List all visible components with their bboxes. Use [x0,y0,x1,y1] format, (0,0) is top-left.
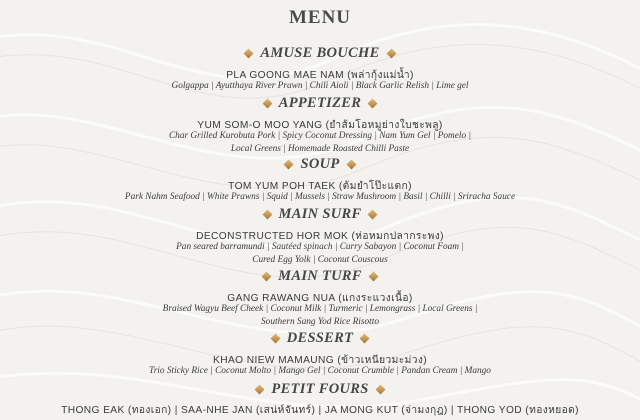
dish-description: Char Grilled Kurobuta Pork | Spicy Coconut Dressing | Nam Yum Gel | Pomelo | [168,131,472,141]
section-heading [0,329,640,347]
diamond-ornament-icon [368,271,378,281]
section-soup [0,155,640,204]
section-heading-label: SOUP [300,155,340,172]
section-amuse-bouche [0,44,640,93]
dish-description: Southern Sang Yod Rice Risotto [261,317,379,327]
section-heading [0,267,640,285]
dish-name: GANG RAWANG NUA (แกงระแวงเนื้อ) [227,293,413,304]
dish-name: TOM YUM POH TAEK (ต้มยำโป๊ะแตก) [228,181,412,192]
section-heading-label: PETIT FOURS [271,380,369,397]
section-heading-label: APPETIZER [278,94,362,111]
dish-name: YUM SOM-O MOO YANG (ยำส้มโอหมูย่างใบชะพลู) [197,120,443,131]
section-main-turf [0,267,640,329]
dish-description: Local Greens | Homemade Roasted Chilli Paste [230,144,410,154]
diamond-ornament-icon [244,48,254,58]
section-petit-fours [0,380,640,398]
section-main-surf [0,205,640,267]
section-dessert [0,329,640,378]
diamond-ornament-icon [368,209,378,219]
diamond-ornament-icon [386,48,396,58]
dish-description: Trio Sticky Rice | Coconut Molto | Mango Gel | Coconut Crumble | Pandan Cream | Mango [149,366,491,376]
section-appetizer [0,94,640,156]
dish-description: Pan seared barramundi | Sautéed spinach | Curry Sabayon | Coconut Foam | [176,242,464,252]
diamond-ornament-icon [375,384,385,394]
section-heading-label: MAIN SURF [278,205,362,222]
diamond-ornament-icon [368,98,378,108]
dish-name: PLA GOONG MAE NAM (พล่ากุ้งแม่น้ำ) [226,70,414,81]
dish-description: Cured Egg Yolk | Coconut Couscous [252,255,388,265]
section-heading [0,205,640,223]
section-heading-label: AMUSE BOUCHE [260,44,380,61]
section-heading-label: DESSERT [286,329,354,346]
section-heading [0,380,640,398]
diamond-ornament-icon [270,333,280,343]
section-heading-label: MAIN TURF [278,267,362,284]
dish-description: Golgappa | Ayutthaya River Prawn | Chili Aioli | Black Garlic Relish | Lime gel [171,81,469,91]
dish-name: KHAO NIEW MAMAUNG (ข้าวเหนียวมะม่วง) [213,355,427,366]
dish-name: DECONSTRUCTED HOR MOK (ห่อหมกปลากระพง) [196,231,444,242]
diamond-ornament-icon [262,209,272,219]
dish-description: Park Nahm Seafood | White Prawns | Squid | Mussels | Straw Mushroom | Basil | Chilli | Sriracha Sauce [124,192,516,202]
section-heading [0,44,640,62]
petit-fours-items: THONG EAK (ทองเอก) | SAA-NHE JAN (เสน่ห์จันทร์) | JA MONG KUT (จ่ามงกุฎ) | THONG YOD (ทองหยอด) [61,405,579,416]
diamond-ornament-icon [284,159,294,169]
diamond-ornament-icon [255,384,265,394]
section-heading [0,155,640,173]
menu-title: MENU [288,7,352,28]
diamond-ornament-icon [262,98,272,108]
section-heading [0,94,640,112]
diamond-ornament-icon [262,271,272,281]
dish-description: Braised Wagyu Beef Cheek | Coconut Milk | Turmeric | Lemongrass | Local Greens | [162,304,478,314]
diamond-ornament-icon [346,159,356,169]
diamond-ornament-icon [360,333,370,343]
